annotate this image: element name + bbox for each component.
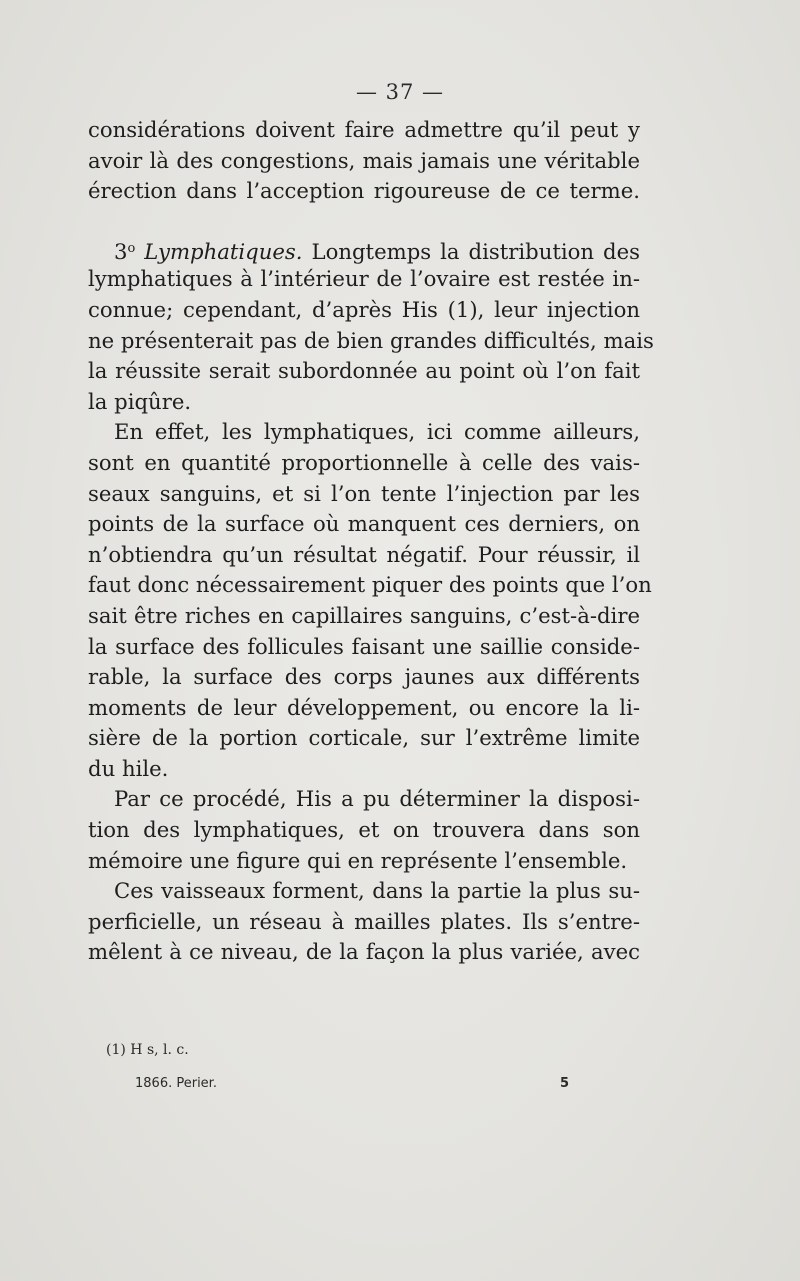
text-line: rable, la surface des corps jaunes aux différents bbox=[88, 664, 640, 690]
printer-imprint: 1866. Perier. bbox=[135, 1076, 217, 1091]
text-line: En effet, les lymphatiques, ici comme ailleurs, bbox=[114, 419, 640, 445]
text-line: lymphatiques à l’intérieur de l’ovaire est restée in- bbox=[88, 266, 640, 292]
section-heading-continuation: Longtemps la distribution des bbox=[302, 238, 640, 264]
text-line: tion des lymphatiques, et on trouvera dans son bbox=[88, 817, 640, 843]
text-line-section-heading bbox=[88, 234, 640, 265]
text-line: la réussite serait subordonnée au point où l’on fait bbox=[88, 358, 640, 384]
footnote: (1) H s, l. c. bbox=[106, 1042, 189, 1058]
body-text bbox=[88, 115, 654, 968]
text-line: considérations doivent faire admettre qu’il peut y bbox=[88, 117, 640, 142]
text-line: mêlent à ce niveau, de la façon la plus variée, avec bbox=[88, 939, 640, 965]
text-line: mémoire une figure qui en représente l’ensemble. bbox=[88, 847, 628, 873]
text-line: connue; cependant, d’après His (1), leur injection bbox=[88, 296, 640, 322]
text-line: perficielle, un réseau à mailles plates. Ils s’entre- bbox=[88, 908, 640, 934]
text-line: sière de la portion corticale, sur l’extrême limite bbox=[88, 725, 640, 751]
text-line: seaux sanguins, et si l’on tente l’injection par les bbox=[88, 480, 640, 506]
signature-mark: 5 bbox=[560, 1076, 570, 1091]
text-line: Par ce procédé, His a pu déterminer la disposi- bbox=[114, 786, 640, 812]
text-line: moments de leur développement, ou encore la li- bbox=[88, 694, 640, 720]
section-number-superscript: o bbox=[127, 240, 136, 256]
text-line: n’obtiendra qu’un résultat négatif. Pour réussir, il bbox=[88, 541, 640, 567]
text-line: érection dans l’acception rigoureuse de ce terme. bbox=[88, 178, 640, 204]
text-line: points de la surface où manquent ces derniers, on bbox=[88, 511, 640, 537]
text-line: Ces vaisseaux forment, dans la partie la plus su- bbox=[114, 878, 640, 904]
section-heading: Lymphatiques. bbox=[144, 238, 303, 264]
text-line: ne présenterait pas de bien grandes difficultés, mais bbox=[88, 327, 654, 353]
paragraph-gap bbox=[88, 207, 640, 234]
text-line: du hile. bbox=[88, 755, 169, 781]
page-number: — 37 — bbox=[355, 80, 445, 104]
section-number: 3 bbox=[114, 238, 128, 264]
text-line: sait être riches en capillaires sanguins, c’est-à-dire bbox=[88, 602, 640, 628]
text-line: la piqûre. bbox=[88, 388, 192, 414]
text-line: faut donc nécessairement piquer des points que l’on bbox=[88, 572, 652, 598]
text-line: la surface des follicules faisant une saillie conside- bbox=[88, 633, 640, 659]
text-line: sont en quantité proportionnelle à celle des vais- bbox=[88, 449, 640, 475]
text-line: avoir là des congestions, mais jamais une véritable bbox=[88, 147, 640, 173]
